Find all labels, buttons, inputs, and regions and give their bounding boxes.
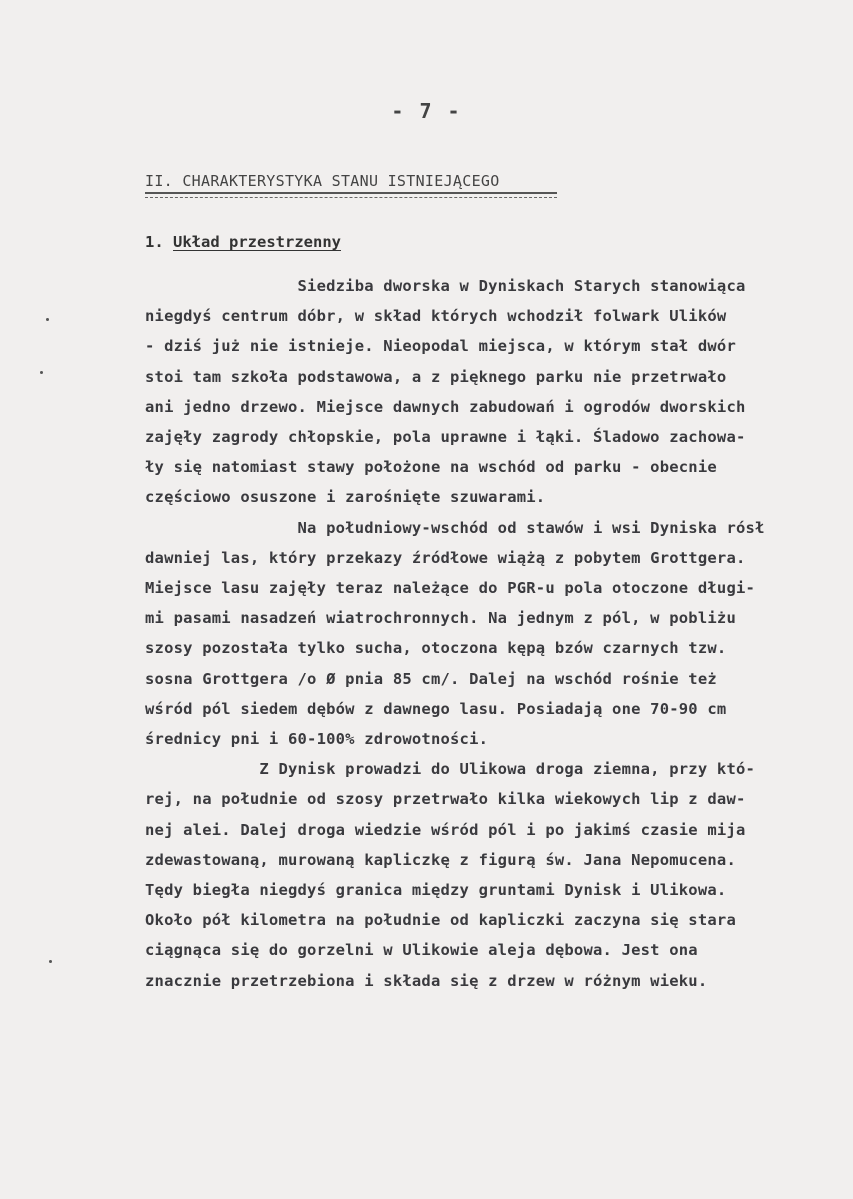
page-number: - 7 - (391, 99, 462, 123)
text-line: niegdyś centrum dóbr, w skład których wchodził folwark Ulików (145, 307, 727, 325)
text-line: szosy pozostała tylko sucha, otoczona kępą bzów czarnych tzw. (145, 639, 727, 657)
subsection-number: 1. (145, 233, 164, 251)
margin-mark (46, 318, 49, 321)
subsection-title: Układ przestrzenny (173, 233, 341, 251)
text-line: średnicy pni i 60-100% zdrowotności. (145, 730, 489, 748)
text-line: Siedziba dworska w Dyniskach Starych stanowiąca (145, 277, 746, 295)
text-line: stoi tam szkoła podstawowa, a z pięknego parku nie przetrwało (145, 368, 727, 386)
text-line: nej alei. Dalej droga wiedzie wśród pól i po jakimś czasie mija (145, 821, 746, 839)
section-title-underline (145, 192, 557, 198)
text-line: - dziś już nie istnieje. Nieopodal miejsca, w którym stał dwór (145, 337, 736, 355)
subsection-heading (145, 233, 341, 251)
text-line: Miejsce lasu zajęły teraz należące do PGR-u pola otoczone długi- (145, 579, 756, 597)
text-line: Na południowy-wschód od stawów i wsi Dyniska rósł (145, 519, 765, 537)
text-line: ani jedno drzewo. Miejsce dawnych zabudowań i ogrodów dworskich (145, 398, 746, 416)
text-line: dawniej las, który przekazy źródłowe wiążą z pobytem Grottgera. (145, 549, 746, 567)
text-line: ciągnąca się do gorzelni w Ulikowie aleja dębowa. Jest ona (145, 941, 698, 959)
text-line: Z Dynisk prowadzi do Ulikowa droga ziemna, przy któ- (145, 760, 756, 778)
margin-mark (40, 371, 43, 374)
text-line: Około pół kilometra na południe od kapliczki zaczyna się stara (145, 911, 736, 929)
text-line: częściowo osuszone i zarośnięte szuwarami. (145, 488, 546, 506)
text-line: rej, na południe od szosy przetrwało kilka wiekowych lip z daw- (145, 790, 746, 808)
text-line: zajęły zagrody chłopskie, pola uprawne i łąki. Śladowo zachowa- (145, 428, 746, 446)
text-line: ły się natomiast stawy położone na wschód od parku - obecnie (145, 458, 717, 476)
text-line: Tędy biegła niegdyś granica między gruntami Dynisk i Ulikowa. (145, 881, 727, 899)
text-line: wśród pól siedem dębów z dawnego lasu. Posiadają one 70-90 cm (145, 700, 727, 718)
text-line: zdewastowaną, murowaną kapliczkę z figurą św. Jana Nepomucena. (145, 851, 736, 869)
text-line: znacznie przetrzebiona i składa się z drzew w różnym wieku. (145, 972, 708, 990)
text-line: mi pasami nasadzeń wiatrochronnych. Na jednym z pól, w pobliżu (145, 609, 736, 627)
section-title: II. CHARAKTERYSTYKA STANU ISTNIEJĄCEGO (145, 172, 500, 190)
text-line: sosna Grottgera /o Ø pnia 85 cm/. Dalej na wschód rośnie też (145, 670, 717, 688)
margin-mark (49, 960, 52, 963)
